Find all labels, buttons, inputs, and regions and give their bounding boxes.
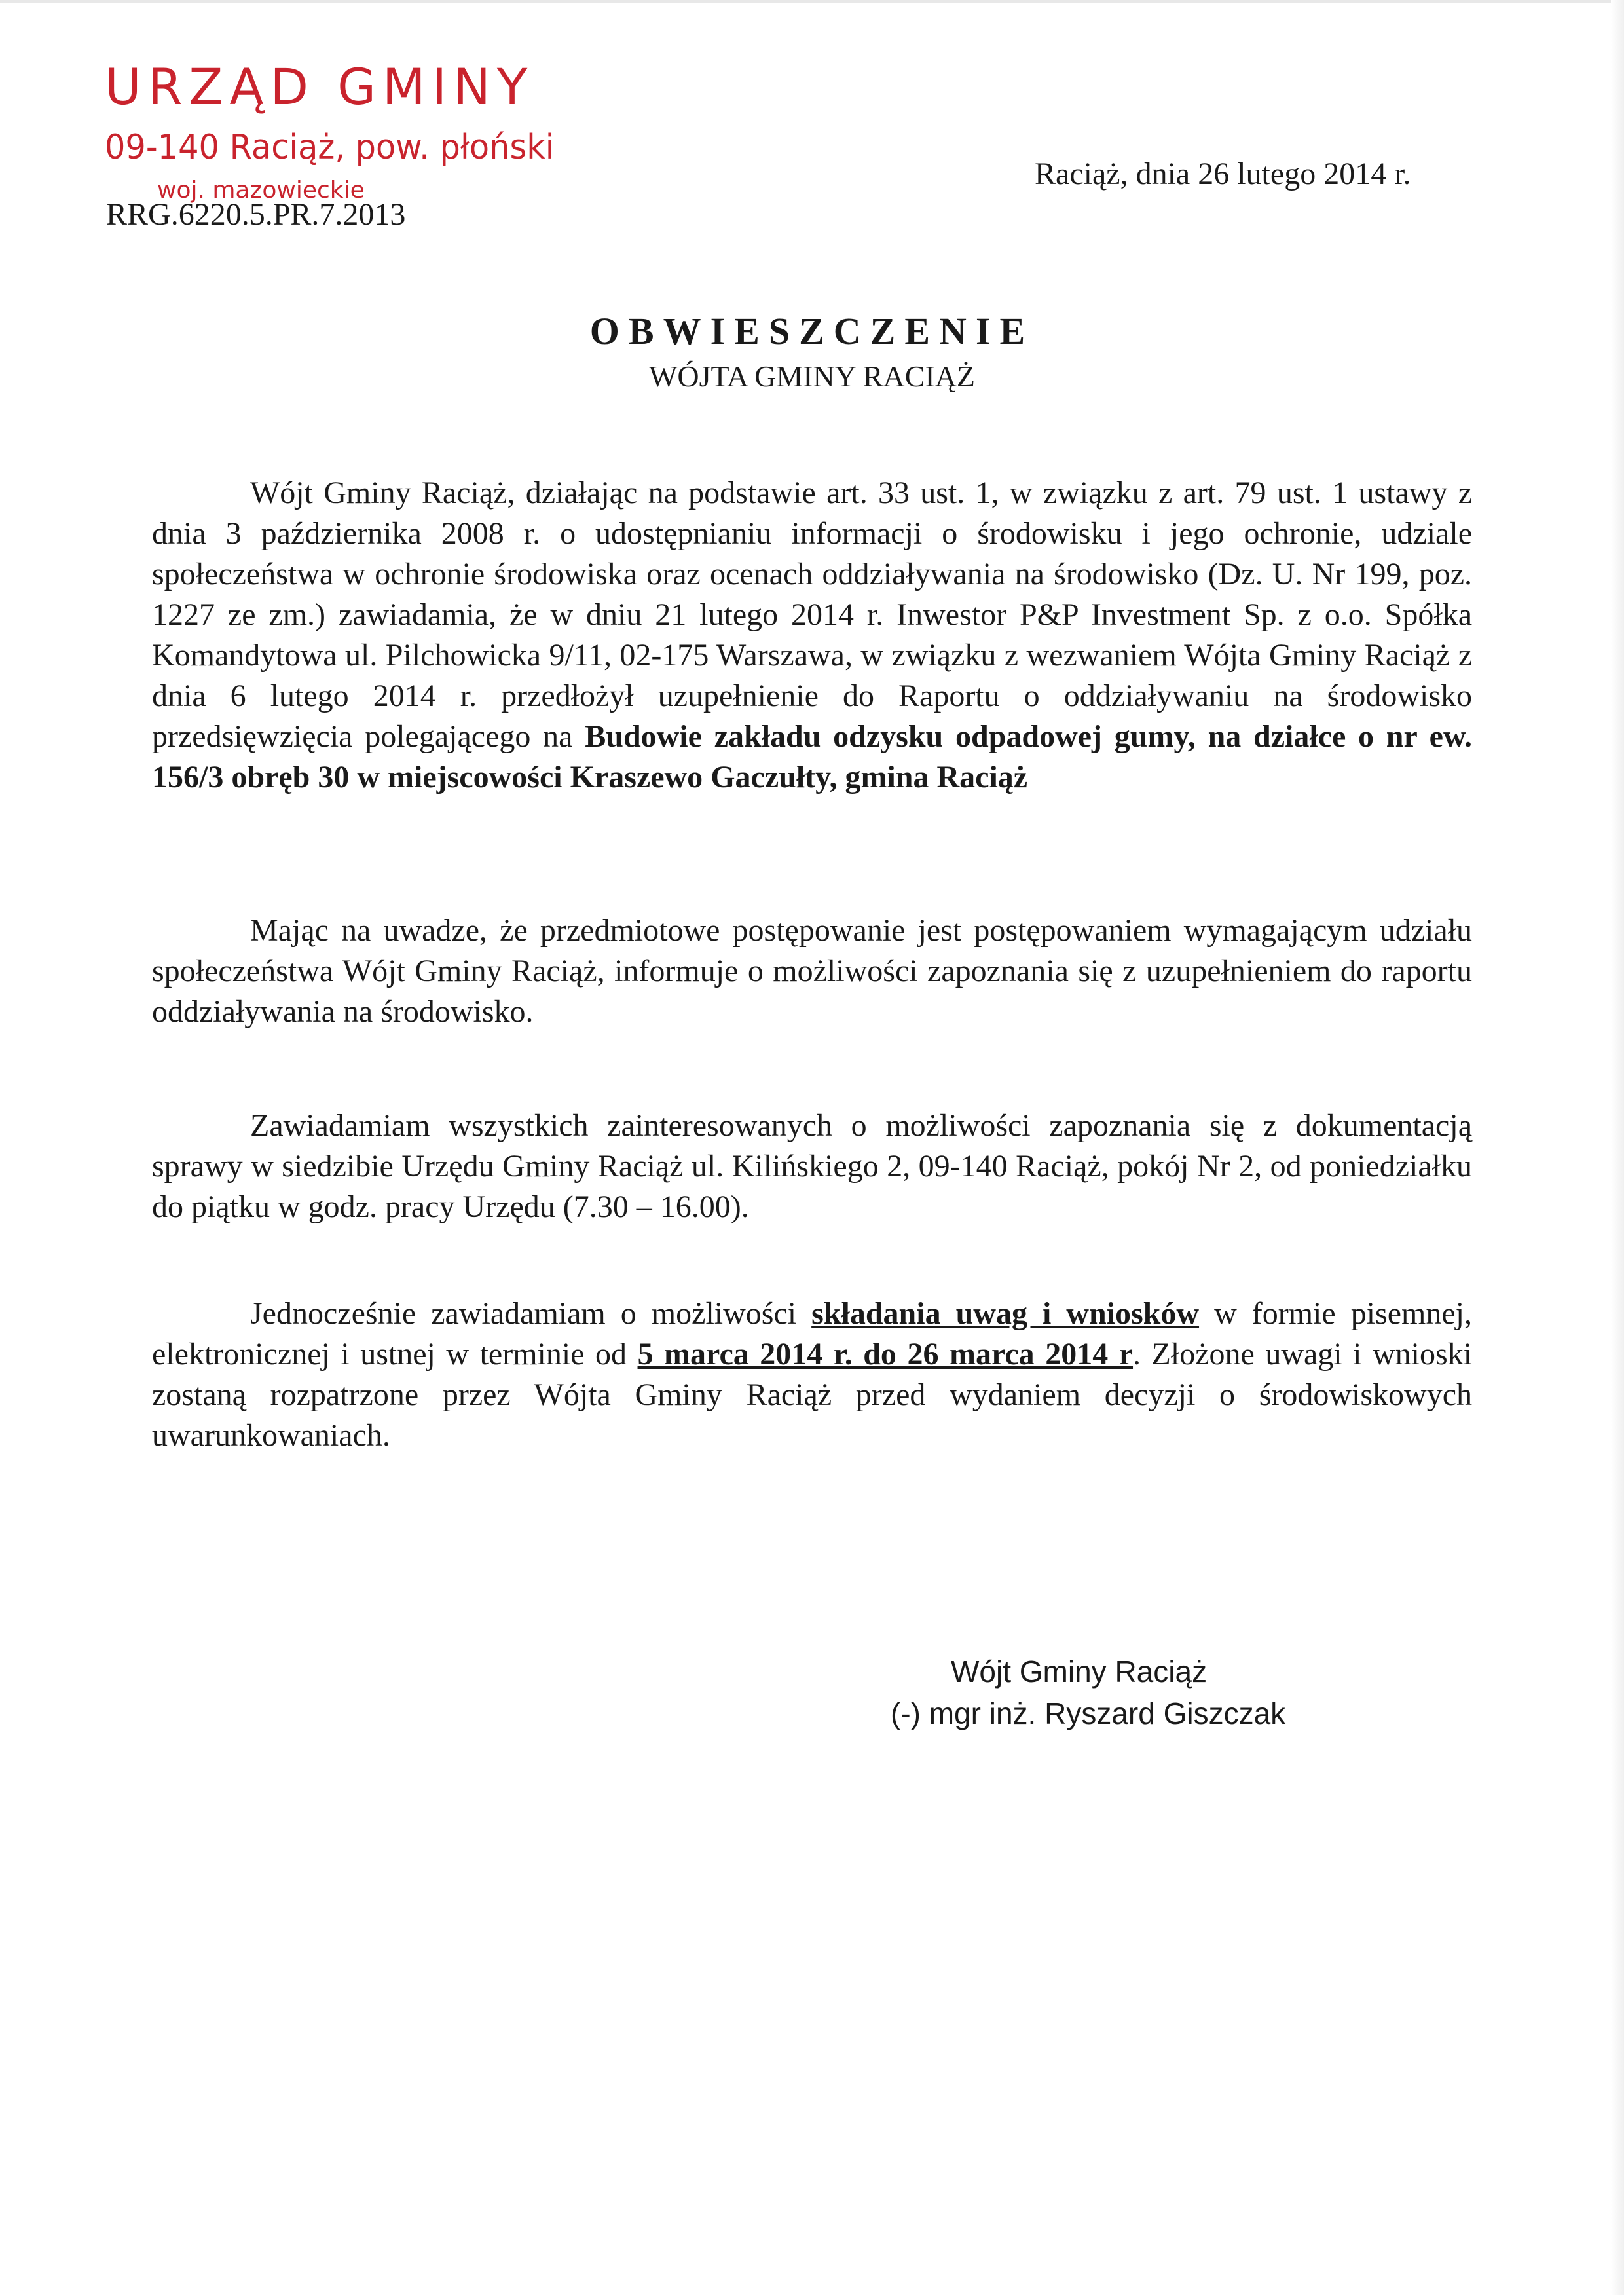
paragraph-4-part-a: Jednocześnie zawiadamiam o możliwości [250, 1296, 812, 1331]
paragraph-1-text: Wójt Gminy Raciąż, działając na podstawie art. 33 ust. 1, w związku z art. 79 ust. 1 ustawy z dnia 3 października 2008 r. o udostępnianiu informacji o środowisku i jego ochronie, udziale społeczeństwa w ochronie środowiska oraz ocenach oddziaływania na środowisko (Dz. U. Nr 199, poz. 1227 ze zm.) zawiadamia, że w dniu 21 lutego 2014 r. Inwestor P&P Investment Sp. z o.o. Spółka Komandytowa ul. Pilchowicka 9/11, 02-175 Warszawa, w związku z wezwaniem Wójta Gminy Raciąż z dnia 6 lutego 2014 r. przedłożył uzupełnienie do Raportu o oddziaływaniu na środowisko przedsięwzięcia polegającego na [152, 476, 1472, 754]
document-title: OBWIESZCZENIE [589, 310, 1035, 352]
document-subtitle: WÓJTA GMINY RACIĄŻ [648, 360, 976, 393]
comments-emphasis: składania uwag i wniosków [811, 1296, 1200, 1331]
paragraph-2: Mając na uwadze, że przedmiotowe postępowanie jest postępowaniem wymagającym udziału społeczeństwa Wójt Gminy Raciąż, informuje o możliwości zapoznania się z uzupełnieniem do raportu oddziaływania na środowisko. [152, 913, 1472, 1029]
office-stamp [105, 58, 578, 204]
paragraph-3: Zawiadamiam wszystkich zainteresowanych o możliwości zapoznania się z dokumentacją sprawy w siedzibie Urzędu Gminy Raciąż ul. Kilińskiego 2, 09-140 Raciąż, pokój Nr 2, od poniedziałku do piątku w godz. pracy Urzędu (7.30 – 16.00). [152, 1108, 1472, 1224]
stamp-line-1: URZĄD GMINY [105, 58, 534, 116]
document-date: Raciąż, dnia 26 lutego 2014 r. [1035, 157, 1411, 191]
stamp-line-2: 09-140 Raciąż, pow. płoński [105, 128, 555, 167]
paragraph-1 [152, 473, 1472, 798]
signature-title: Wójt Gminy Raciąż [951, 1654, 1208, 1689]
paragraph-4-part-e: . Złożone uwagi i wnioski zostaną rozpatrzone przez Wójta Gminy Raciąż przed wydaniem decyzji o środowiskowych uwarunkowaniach. [152, 1337, 1473, 1453]
reference-number: RRG.6220.5.PR.7.2013 [106, 197, 406, 232]
signature-name: (-) mgr inż. Ryszard Giszczak [891, 1696, 1286, 1730]
deadline-period: 5 marca 2014 r. do 26 marca 2014 r [637, 1337, 1134, 1371]
paragraph-4 [152, 1294, 1472, 1456]
scan-top-edge [0, 0, 1624, 3]
paragraph-4-part-c: w formie pisemnej, elektronicznej i ustnej w terminie od [152, 1296, 1473, 1371]
stamp-line-3: woj. mazowieckie [157, 177, 365, 204]
signature-block [891, 1651, 1285, 1734]
project-description: Budowie zakładu odzysku odpadowej gumy, na działce o nr ew. 156/3 obręb 30 w miejscowości Kraszewo Gaczułty, gmina Raciąż [152, 719, 1473, 794]
